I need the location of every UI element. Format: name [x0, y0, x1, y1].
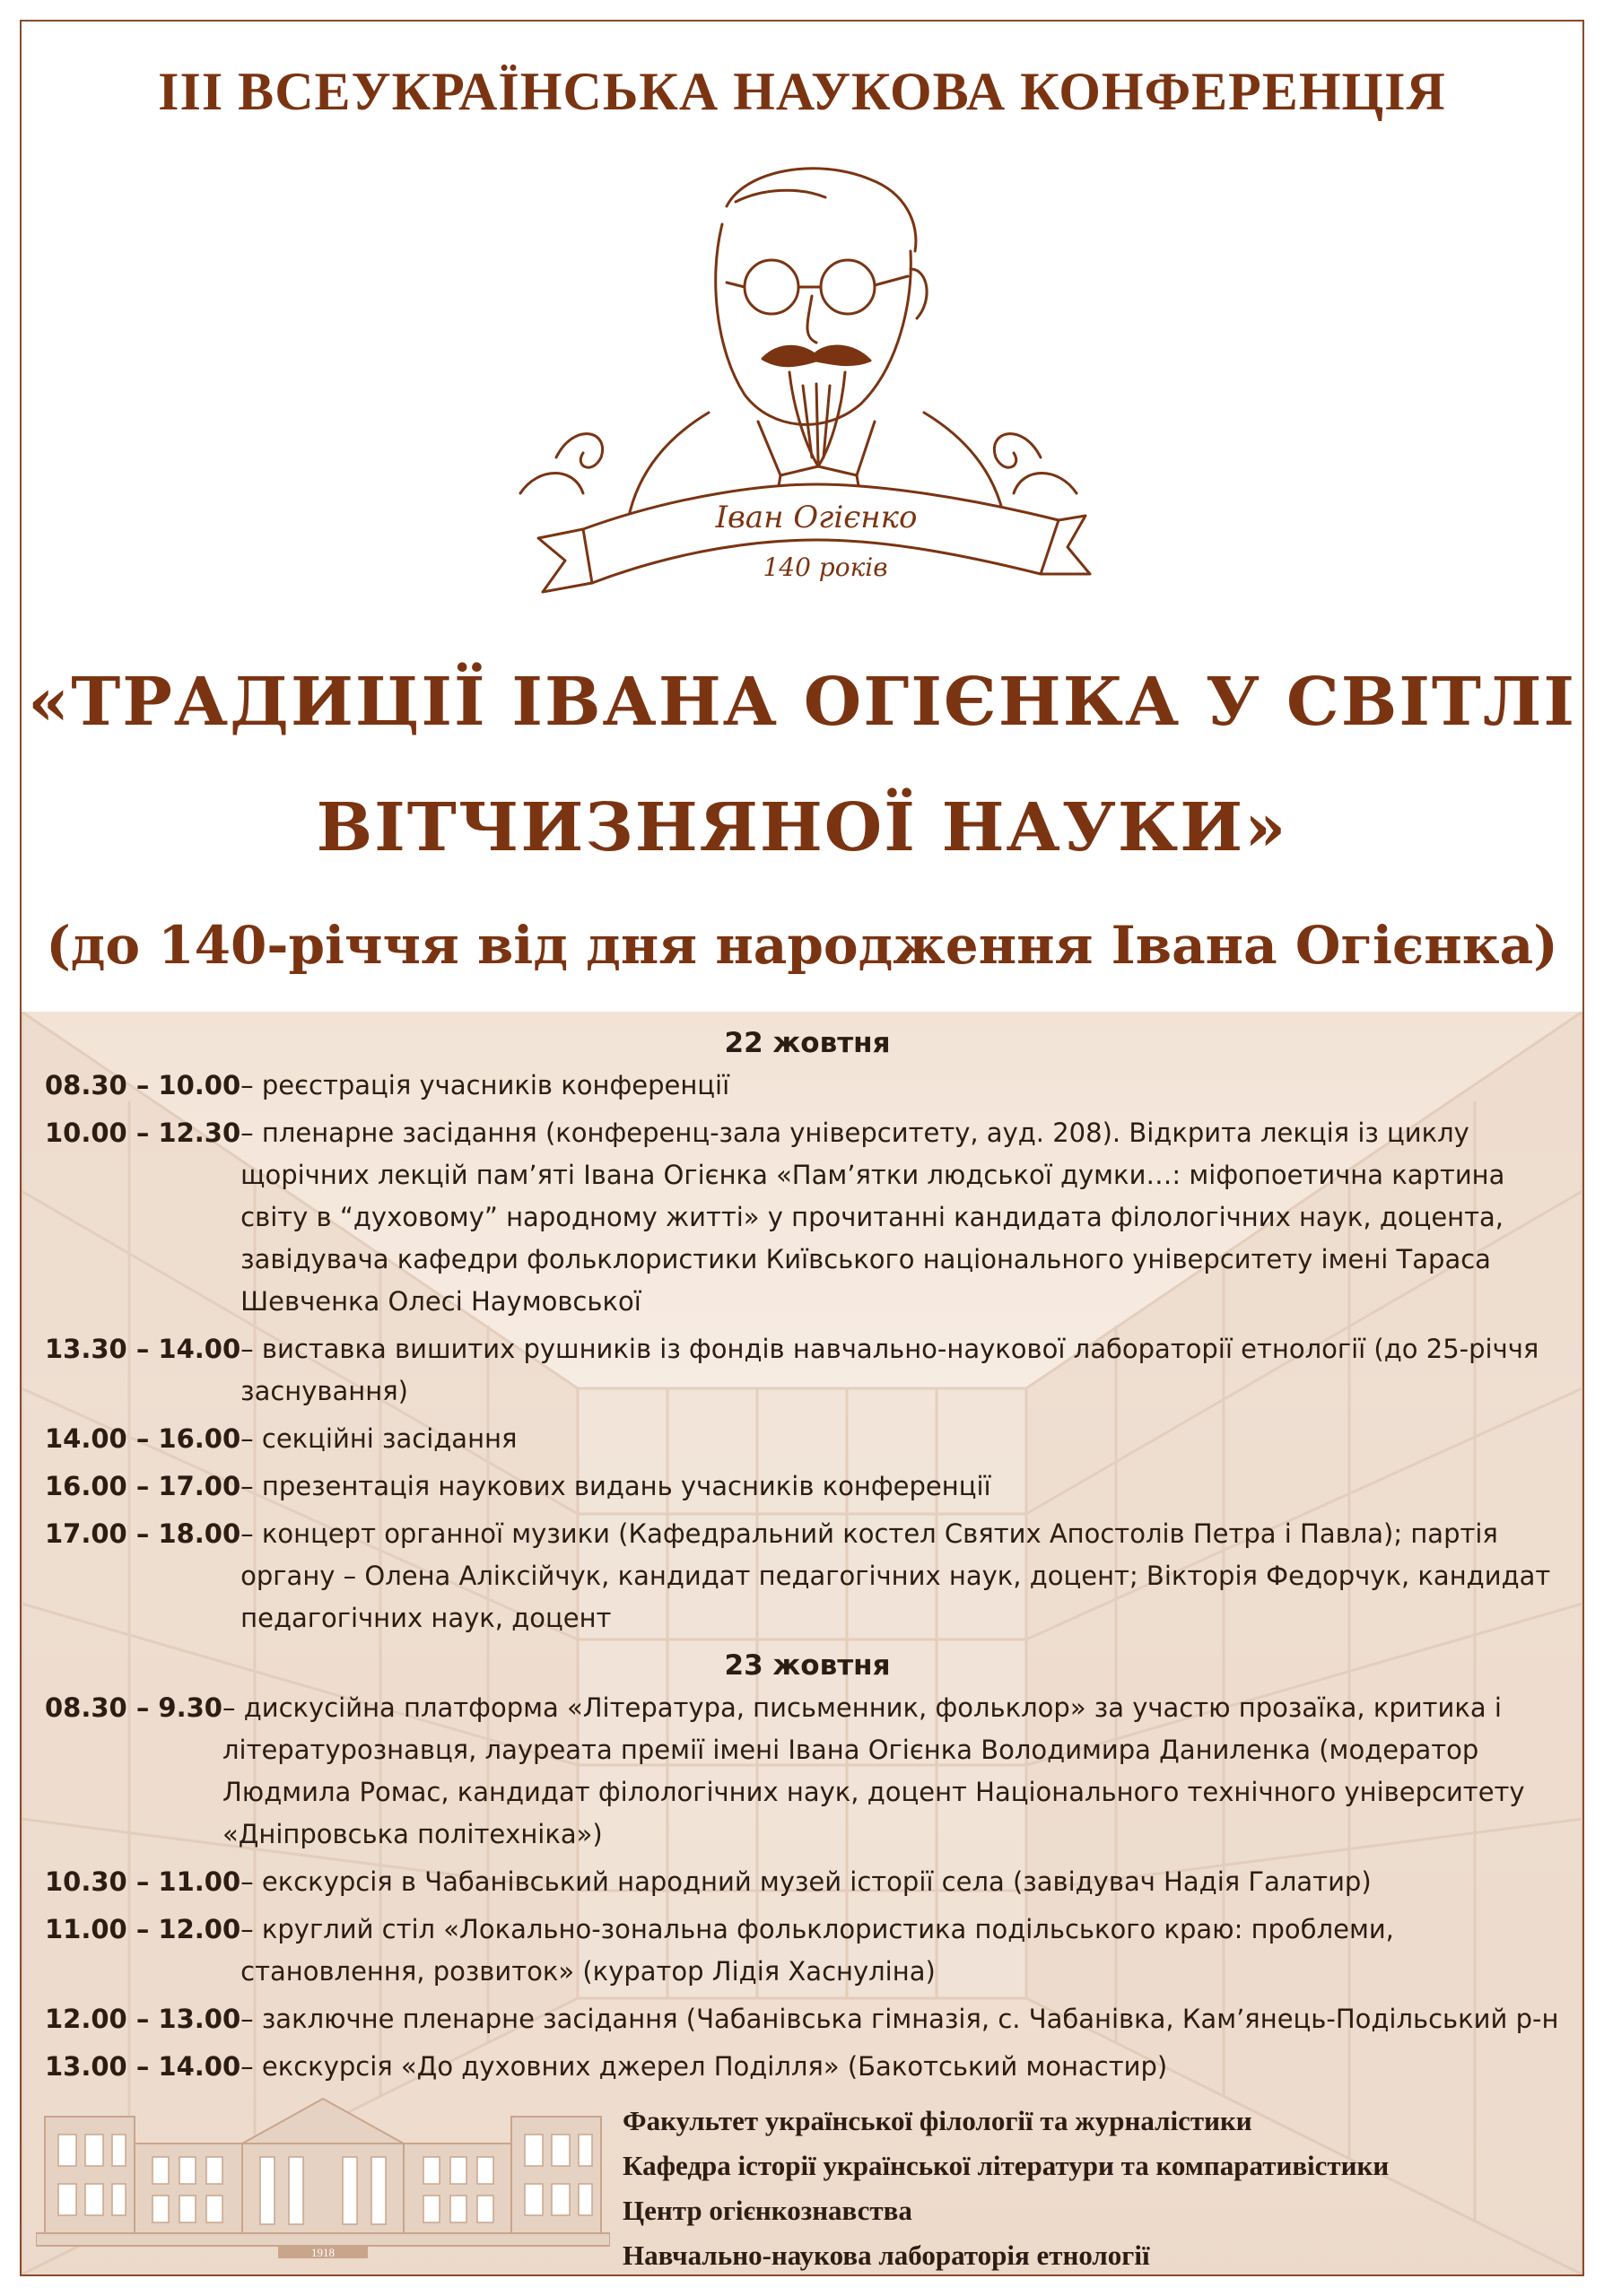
schedule-item: [45, 1065, 1570, 1107]
event-description: – презентація наукових видань учасників конференції: [240, 1471, 991, 1501]
organizer-item: Центр огієнкознавства: [623, 2195, 912, 2226]
event-time: 12.00 – 13.00: [45, 2004, 241, 2034]
schedule-item: [45, 1998, 1570, 2040]
event-description: – виставка вишитих рушників із фондів навчально-наукової лабораторії етнології (до 25-річчя заснування): [240, 1334, 1539, 1406]
event-description: – реєстрація учасників конференції: [240, 1070, 730, 1100]
event-description: – пленарне засідання (конференц-зала університету, ауд. 208). Відкрита лекція із циклу щорічних лекцій пам’яті Івана Огієнка «Пам’ятки людської думки…: міфопоетична картина світу в “духовому” народному житті» у прочитанні кандидата філологічних наук, доцента, завідувача кафедри фольклористики Київського національного університету імені Тараса Шевченка Олесі Наумовської: [240, 1118, 1505, 1317]
event-time: 13.30 – 14.00: [45, 1334, 241, 1364]
event-description: – екскурсія «До духовних джерел Поділля» (Бакотський монастир): [240, 2051, 1168, 2082]
day2-date: 23 жовтня: [724, 1649, 891, 1682]
conference-heading: III ВСЕУКРАЇНСЬКА НАУКОВА КОНФЕРЕНЦІЯ: [158, 62, 1446, 121]
event-description: – заключне пленарне засідання (Чабанівська гімназія, с. Чабанівка, Кам’янець-Подільський р-н: [240, 2004, 1559, 2034]
event-time: 10.00 – 12.30: [45, 1118, 241, 1148]
organizer-item: Кафедра історії української літератури та компаративістики: [623, 2150, 1390, 2181]
building-year: 1918: [311, 2246, 335, 2259]
banner-years-text: 140 років: [763, 552, 888, 582]
day1-date: 22 жовтня: [724, 1027, 891, 1059]
schedule-item: [45, 1465, 1570, 1508]
event-description: – дискусійна платформа «Література, письменник, фольклор» за участю прозаїка, критика і літературознавця, лауреата премії імені Івана Огієнка Володимира Даниленка (модератор Людмила Ромас, кандидат філологічних наук, доцент Національного технічного університету «Дніпровська політехніка»): [222, 1692, 1525, 1849]
organizers-list: [623, 2099, 1389, 2278]
schedule-item: [45, 1513, 1570, 1639]
event-time: 11.00 – 12.00: [45, 1914, 241, 1944]
program-schedule: [45, 1022, 1570, 2093]
event-time: 17.00 – 18.00: [45, 1518, 241, 1549]
main-title-line1: «ТРАДИЦІЇ ІВАНА ОГІЄНКА У СВІТЛІ: [27, 664, 1577, 741]
event-description: – круглий стіл «Локально-зональна фольклористика подільського краю: проблеми, становлення, розвиток» (куратор Лідія Хаснуліна): [240, 1914, 1394, 1987]
schedule-item: [45, 1861, 1570, 1903]
banner-name-text: Іван Огієнко: [715, 500, 918, 535]
university-building-logo: [36, 2081, 610, 2260]
event-time: 10.30 – 11.00: [45, 1866, 241, 1897]
main-title-line2: ВІТЧИЗНЯНОЇ НАУКИ»: [316, 789, 1288, 866]
main-subtitle: (до 140-річчя від дня народження Івана Огієнка): [46, 915, 1558, 976]
schedule-item: [45, 1687, 1570, 1856]
organizer-item: Навчально-наукова лабораторія етнології: [623, 2239, 1150, 2271]
event-time: 13.00 – 14.00: [45, 2051, 241, 2082]
schedule-item: [45, 1418, 1570, 1460]
event-time: 08.30 – 9.30: [45, 1692, 222, 1723]
event-description: – секційні засідання: [240, 1423, 518, 1454]
event-description: – концерт органної музики (Кафедральний костел Святих Апостолів Петра і Павла); партія органу – Олена Аліксійчук, кандидат педагогічних наук, доцент; Вікторія Федорчук, кандидат педагогічних наук, доцент: [240, 1518, 1551, 1633]
event-time: 08.30 – 10.00: [45, 1070, 241, 1100]
event-time: 16.00 – 17.00: [45, 1471, 241, 1501]
portrait-illustration: [502, 152, 1094, 637]
event-description: – екскурсія в Чабанівський народний музей історії села (завідувач Надія Галатир): [240, 1866, 1372, 1897]
schedule-item: [45, 1112, 1570, 1323]
schedule-item: [45, 1328, 1570, 1413]
schedule-item: [45, 1909, 1570, 1993]
organizer-item: Факультет української філології та журналістики: [623, 2105, 1252, 2136]
event-time: 14.00 – 16.00: [45, 1423, 241, 1454]
